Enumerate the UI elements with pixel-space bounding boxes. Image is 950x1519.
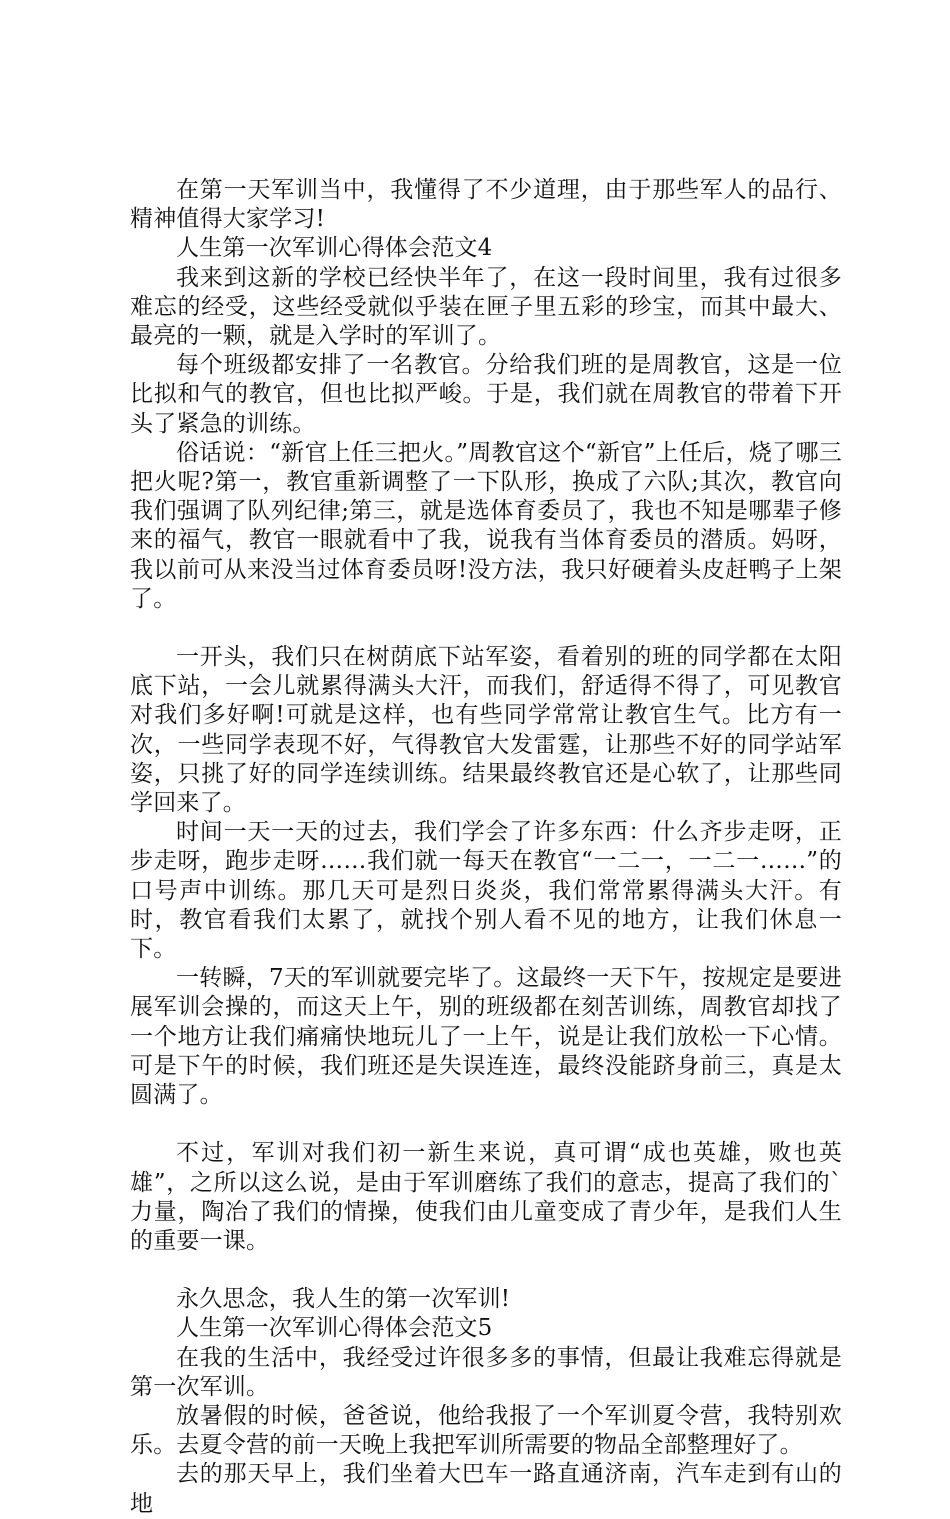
section-heading: 人生第一次军训心得体会范文5: [176, 1315, 493, 1342]
document-body: [130, 176, 842, 1519]
paragraph: 俗话说：“新官上任三把火。”周教官这个“新官”上任后，烧了哪三把火呢?第一，教官重新调整了一下队形，换成了六队;其次，教官向我们强调了队列纪律;第三，就是选体育委员了，我也不知是哪辈子修来的福气，教官一眼就看中了我，说我有当体育委员的潜质。妈呀，我以前可从来没当过体育委员呀!没方法，我只好硬着头皮赶鸭子上架了。: [130, 439, 842, 612]
section-heading: 人生第一次军训心得体会范文4: [176, 235, 493, 262]
paragraph: 我来到这新的学校已经快半年了，在这一段时间里，我有过很多难忘的经受，这些经受就似乎装在匣子里五彩的珍宝，而其中最大、最亮的一颗，就是入学时的军训了。: [130, 264, 842, 350]
paragraph: 在第一天军训当中，我懂得了不少道理，由于那些军人的品行、精神值得大家学习!: [130, 177, 842, 233]
paragraph: 时间一天一天的过去，我们学会了许多东西：什么齐步走呀，正步走呀，跑步走呀……我们就一每天在教官“一二一，一二一……”的口号声中训练。那几天可是烈日炎炎，我们常常累得满头大汗。有时，教官看我们太累了，就找个别人看不见的地方，让我们休息一下。: [130, 819, 842, 963]
paragraph: 放暑假的时候，爸爸说，他给我报了一个军训夏令营，我特别欢乐。去夏令营的前一天晚上我把军训所需要的物品全部整理好了。: [130, 1402, 842, 1459]
paragraph: 一开头，我们只在树荫底下站军姿，看着别的班的同学都在太阳底下站，一会儿就累得满头大汗，而我们，舒适得不得了，可见教官对我们多好啊!可就是这样，也有些同学常常让教官生气。比方有一次，一些同学表现不好，气得教官大发雷霆，让那些不好的同学站军姿，只挑了好的同学连续训练。结果最终教官还是心软了，让那些同学回来了。: [130, 644, 842, 817]
paragraph: 不过，军训对我们初一新生来说，真可谓“成也英雄，败也英雄”，之所以这么说，是由于军训磨练了我们的意志，提高了我们的`力量，陶冶了我们的情操，使我们由儿童变成了青少年，是我们人生的重要一课。: [130, 1140, 842, 1254]
paragraph: 去的那天早上，我们坐着大巴车一路直通济南，汽车走到有山的地: [130, 1461, 842, 1517]
paragraph: 永久思念，我人生的第一次军训!: [176, 1286, 511, 1313]
paragraph: 在我的生活中，我经受过许很多多的事情，但最让我难忘得就是第一次军训。: [130, 1344, 842, 1400]
paragraph: 每个班级都安排了一名教官。分给我们班的是周教官，这是一位比拟和气的教官，但也比拟严峻。于是，我们就在周教官的带着下开头了紧急的训练。: [130, 352, 842, 437]
paragraph: 一转瞬，7天的军训就要完毕了。这最终一天下午，按规定是要进展军训会操的，而这天上午，别的班级都在刻苦训练，周教官却找了一个地方让我们痛痛快地玩儿了一上午，说是让我们放松一下心情。可是下午的时候，我们班还是失误连连，最终没能跻身前三，真是太圆满了。: [130, 965, 842, 1109]
